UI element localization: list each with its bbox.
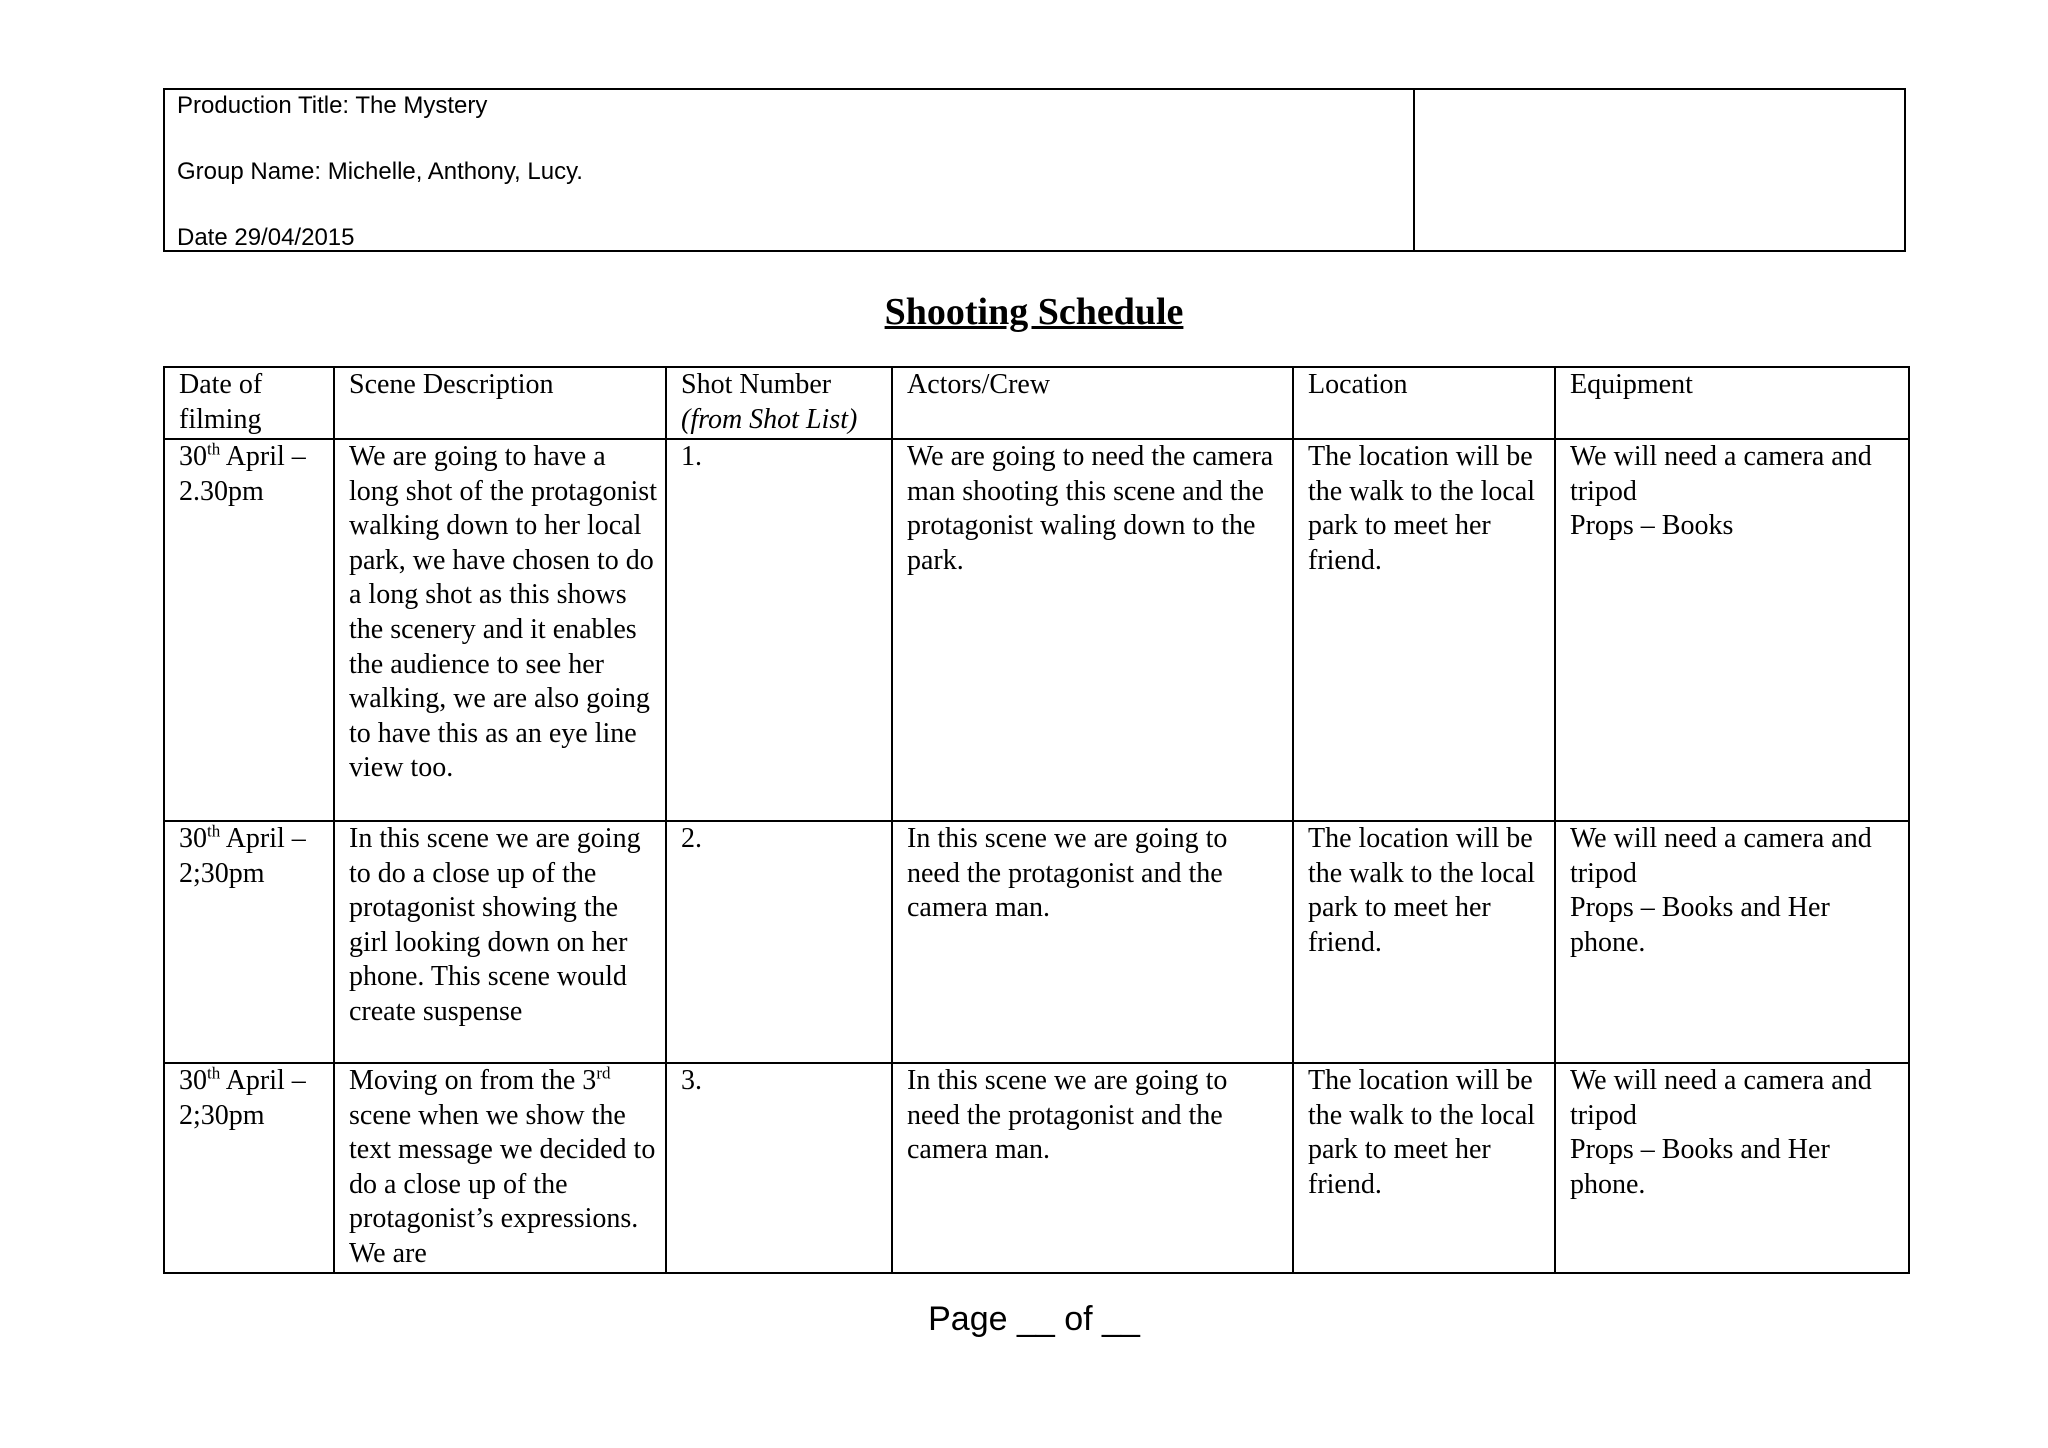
header-box [163,88,1906,252]
table-header-row [164,367,1909,439]
col-header-shot-sub: (from Shot List) [681,403,858,435]
cell-date: 30th April – 2.30pm [164,439,334,821]
page-title: Shooting Schedule [884,291,1184,333]
cell-shot: 1. [666,439,892,821]
table-row [164,1063,1909,1273]
cell-equipment: We will need a camera and tripod Props – Books and Her phone. [1555,1063,1909,1273]
header-date: Date 29/04/2015 [177,224,355,251]
cell-scene: Moving on from the 3rd scene when we show the text message we decided to do a close up of the protagonist’s expressions. We are [334,1063,666,1273]
col-header-actors: Actors/Crew [892,367,1293,439]
production-title: Production Title: The Mystery [177,92,488,119]
shooting-schedule-table [163,366,1910,1274]
cell-shot: 2. [666,821,892,1063]
group-name: Group Name: Michelle, Anthony, Lucy. [177,158,583,185]
col-header-shot-label: Shot Number [681,369,832,400]
cell-actors: In this scene we are going to need the protagonist and the camera man. [892,821,1293,1063]
cell-equipment: We will need a camera and tripod Props – Books and Her phone. [1555,821,1909,1063]
col-header-shot [666,367,892,439]
page-number-footer: Page __ of __ [928,1300,1140,1338]
cell-equipment: We will need a camera and tripod Props – Books [1555,439,1909,821]
col-header-date: Date of filming [164,367,334,439]
cell-shot: 3. [666,1063,892,1273]
table-row [164,821,1909,1063]
cell-actors: We are going to need the camera man shooting this scene and the protagonist waling down to the park. [892,439,1293,821]
header-blank-cell [1415,90,1904,250]
cell-date: 30th April – 2;30pm [164,821,334,1063]
cell-scene: We are going to have a long shot of the protagonist walking down to her local park, we have chosen to do a long shot as this shows the scenery and it enables the audience to see her walking, we are also going to have this as an eye line view too. [334,439,666,821]
col-header-location: Location [1293,367,1555,439]
table-row [164,439,1909,821]
cell-actors: In this scene we are going to need the protagonist and the camera man. [892,1063,1293,1273]
col-header-scene: Scene Description [334,367,666,439]
cell-scene: In this scene we are going to do a close up of the protagonist showing the girl looking down on her phone. This scene would create suspense [334,821,666,1063]
cell-location: The location will be the walk to the local park to meet her friend. [1293,439,1555,821]
cell-date: 30th April – 2;30pm [164,1063,334,1273]
cell-location: The location will be the walk to the local park to meet her friend. [1293,821,1555,1063]
cell-location: The location will be the walk to the local park to meet her friend. [1293,1063,1555,1273]
header-info [165,90,1415,250]
col-header-equipment: Equipment [1555,367,1909,439]
